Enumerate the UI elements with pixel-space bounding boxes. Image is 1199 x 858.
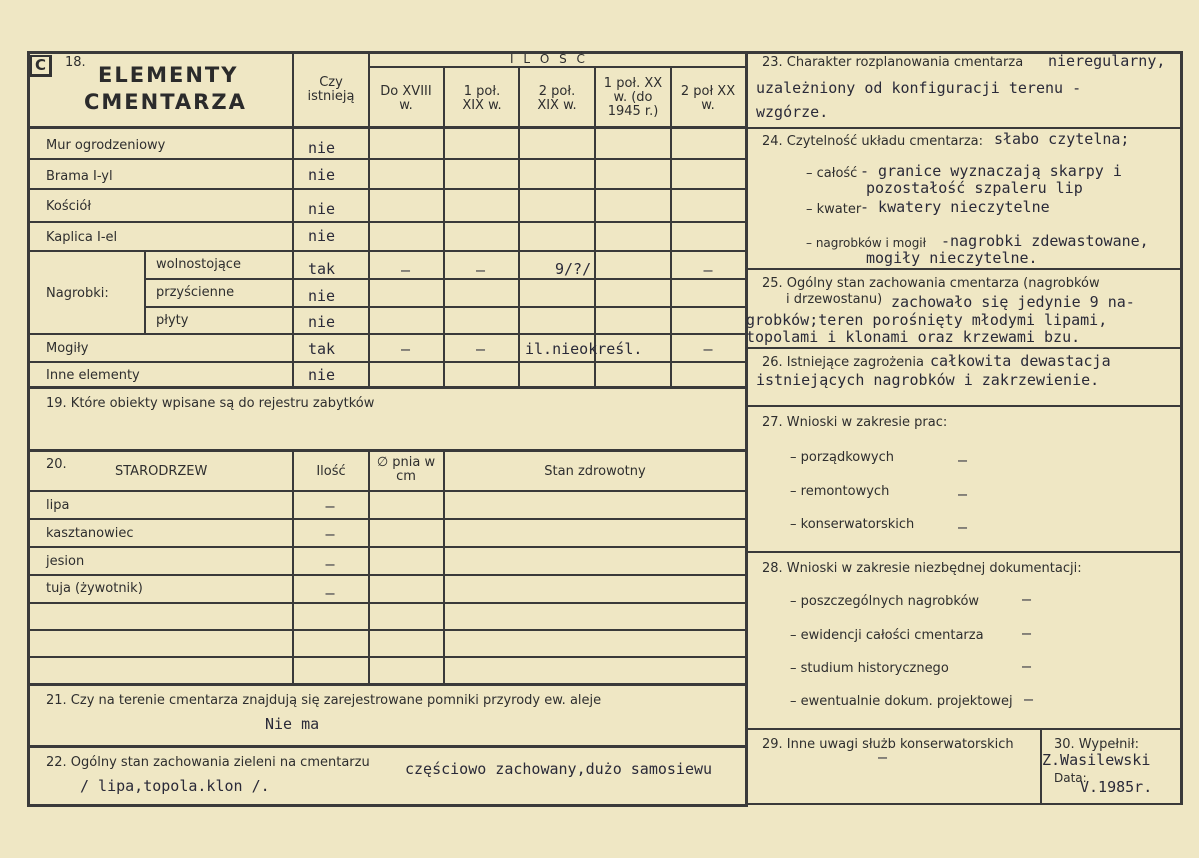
s18-period-value: – bbox=[400, 340, 411, 358]
s18-col-line bbox=[518, 66, 520, 387]
s18-row-line bbox=[28, 158, 746, 160]
s18-title-line2: CMENTARZA bbox=[84, 90, 247, 114]
q24-answer: słabo czytelna; bbox=[994, 130, 1130, 148]
s18-number: 18. bbox=[65, 55, 86, 70]
q22-answer-line2: / lipa,topola.klon /. bbox=[80, 777, 270, 795]
s20-row-line bbox=[28, 656, 746, 658]
s21-bottom bbox=[28, 745, 746, 748]
q20-title: STARODRZEW bbox=[115, 464, 208, 479]
s18-exists-value: nie bbox=[308, 166, 336, 184]
s18-exists-value: nie bbox=[308, 366, 336, 384]
s27-bottom bbox=[746, 551, 1181, 553]
q27-item-value: – bbox=[958, 451, 968, 469]
s18-period-value: – bbox=[475, 261, 486, 279]
s18-row-label: Brama I-yl bbox=[46, 169, 113, 184]
s20-bottom bbox=[28, 683, 746, 686]
s18-header-bottom bbox=[27, 126, 747, 129]
frame-middle bbox=[745, 51, 748, 807]
s26-bottom bbox=[746, 405, 1181, 407]
s18-period-value: – bbox=[400, 261, 411, 279]
q20-tree-ilosc: – bbox=[325, 584, 335, 602]
s18-row-line bbox=[28, 333, 746, 335]
q23-answer-line2: uzależniony od konfiguracji terenu - bbox=[756, 79, 1082, 97]
s18-exists-value: nie bbox=[308, 200, 336, 218]
s20-col-line bbox=[443, 450, 445, 685]
q20-tree-ilosc: – bbox=[325, 497, 335, 515]
q28-item-value: – bbox=[1024, 690, 1034, 708]
s18-exists-value: tak bbox=[308, 340, 336, 358]
q20-tree-name: lipa bbox=[46, 498, 70, 513]
section-c-letter: C bbox=[35, 56, 47, 74]
q26-answer-line2: istniejących nagrobków i zakrzewienie. bbox=[756, 371, 1100, 389]
s18-col-line bbox=[670, 66, 672, 387]
frame-bottom-left bbox=[27, 804, 747, 807]
q29-label: 29. Inne uwagi służb konserwatorskich bbox=[762, 737, 1014, 752]
q27-item-label: – porządkowych bbox=[790, 450, 894, 465]
q24-kwater-answer: - kwatery nieczytelne bbox=[860, 198, 1050, 216]
s23-bottom bbox=[746, 127, 1181, 129]
s18-period-value: – bbox=[475, 340, 486, 358]
q23-answer-line1: nieregularny, bbox=[1048, 52, 1166, 70]
s18-row-line bbox=[28, 221, 746, 223]
q20-tree-ilosc: – bbox=[325, 555, 335, 573]
s18-exists-value: tak bbox=[308, 260, 336, 278]
q30-label: 30. Wypełnił: bbox=[1054, 737, 1139, 752]
q29-answer: – bbox=[878, 748, 888, 766]
s18-row-label: przyścienne bbox=[156, 285, 235, 300]
s18-row-label: Kaplica I-el bbox=[46, 230, 118, 245]
q28-item-value: – bbox=[1022, 624, 1032, 642]
s18-col-header: Do XVIII w. bbox=[380, 84, 432, 113]
s18-period-value: – bbox=[703, 261, 713, 279]
s18-col-header: 1 poł. XX w. (do 1945 r.) bbox=[603, 76, 663, 119]
q24-calosc-label: – całość bbox=[806, 166, 858, 181]
q30-date-label: Data: bbox=[1054, 771, 1087, 785]
s18-period-value: 9/?/ bbox=[555, 260, 592, 278]
s20-col-line bbox=[368, 450, 370, 685]
s25-bottom bbox=[746, 347, 1181, 349]
frame-top bbox=[27, 51, 1182, 54]
q23-answer-line3: wzgórze. bbox=[756, 103, 829, 121]
q24-calosc-line2: pozostałość szpaleru lip bbox=[866, 179, 1083, 197]
q25-label-line1: 25. Ogólny stan zachowania cmentarza (nagrobków bbox=[762, 276, 1100, 291]
s18-col-header: 1 poł. XIX w. bbox=[462, 84, 502, 113]
q20-col-stan: Stan zdrowotny bbox=[544, 464, 646, 479]
q25-answer-line1: zachowało się jedynie 9 na- bbox=[891, 293, 1135, 311]
q27-item-label: – konserwatorskich bbox=[790, 517, 915, 532]
q26-label: 26. Istniejące zagrożenia bbox=[762, 355, 924, 370]
s18-row-label: Mogiły bbox=[46, 341, 89, 356]
s18-row-line bbox=[28, 250, 746, 252]
s18-col-header: 2 poł. XIX w. bbox=[537, 84, 577, 113]
s18-col-line bbox=[443, 66, 445, 387]
s20-header-bottom bbox=[28, 490, 746, 492]
q20-tree-name: kasztanowiec bbox=[46, 526, 134, 541]
q24-nagrobkow-label: – nagrobków i mogił bbox=[806, 236, 927, 250]
s19-bottom bbox=[28, 449, 746, 452]
s18-nagrobki-line bbox=[144, 251, 146, 333]
q20-tree-name: jesion bbox=[46, 554, 85, 569]
s18-row-label: Kościół bbox=[46, 199, 92, 214]
q25-answer-line2: grobków;teren porośnięty młodymi lipami, bbox=[746, 311, 1108, 329]
q20-tree-name: tuja (żywotnik) bbox=[46, 581, 143, 596]
q24-calosc-line1: - granice wyznaczają skarpy i bbox=[860, 162, 1122, 180]
q21-label: 21. Czy na terenie cmentarza znajdują się zarejestrowane pomniki przyrody ew. aleje bbox=[46, 693, 602, 708]
s18-exists-value: nie bbox=[308, 227, 336, 245]
s18-exists-value: nie bbox=[308, 313, 336, 331]
q19-label: 19. Które obiekty wpisane są do rejestru zabytków bbox=[46, 396, 375, 411]
q20-number: 20. bbox=[46, 457, 67, 472]
s18-col-line bbox=[368, 52, 370, 387]
q20-col-ilosc: Ilość bbox=[316, 464, 346, 479]
s24-bottom bbox=[746, 268, 1181, 270]
q21-answer: Nie ma bbox=[265, 715, 320, 733]
s18-row-label: Mur ogrodzeniowy bbox=[46, 138, 166, 153]
q24-kwater-label: – kwater bbox=[806, 202, 862, 217]
q28-item-value: – bbox=[1022, 590, 1032, 608]
s20-row-line bbox=[28, 546, 746, 548]
q28-item-label: – studium historycznego bbox=[790, 661, 949, 676]
s18-nagrobki-label: Nagrobki: bbox=[46, 286, 109, 301]
s18-table-bottom bbox=[28, 386, 746, 389]
s20-row-line bbox=[28, 629, 746, 631]
s18-row-line bbox=[145, 306, 746, 308]
q23-label: 23. Charakter rozplanowania cmentarza bbox=[762, 55, 1024, 70]
s18-title-line1: ELEMENTY bbox=[98, 63, 239, 87]
q25-answer-line3: topolami i klonami oraz krzewami bzu. bbox=[746, 328, 1081, 346]
q28-item-label: – ewidencji całości cmentarza bbox=[790, 628, 984, 643]
s20-row-line bbox=[28, 518, 746, 520]
s18-row-line bbox=[28, 188, 746, 190]
q28-label: 28. Wnioski w zakresie niezbędnej dokumentacji: bbox=[762, 561, 1082, 576]
s18-period-value: il.nieokreśl. bbox=[525, 340, 643, 358]
s28-bottom bbox=[746, 728, 1181, 730]
q28-item-label: – ewentualnie dokum. projektowej bbox=[790, 694, 1013, 709]
s18-row-label: Inne elementy bbox=[46, 368, 140, 383]
q26-answer-line1: całkowita dewastacja bbox=[930, 352, 1111, 370]
q27-label: 27. Wnioski w zakresie prac: bbox=[762, 415, 948, 430]
frame-right bbox=[1180, 51, 1183, 805]
q28-item-label: – poszczególnych nagrobków bbox=[790, 594, 980, 609]
q24-label: 24. Czytelność układu cmentarza: bbox=[762, 134, 984, 149]
s18-col-exists: Czy istnieją bbox=[307, 75, 355, 104]
s18-period-value: – bbox=[703, 340, 713, 358]
q27-item-value: – bbox=[958, 485, 968, 503]
q25-label-line2: i drzewostanu) bbox=[786, 292, 883, 307]
q28-item-value: – bbox=[1022, 657, 1032, 675]
q22-answer-line1: częściowo zachowany,dużo samosiewu bbox=[405, 760, 713, 778]
frame-left bbox=[27, 51, 30, 807]
s18-col-header: 2 poł XX w. bbox=[680, 84, 736, 113]
q20-tree-ilosc: – bbox=[325, 525, 335, 543]
q27-item-value: – bbox=[958, 518, 968, 536]
s18-row-label: wolnostojące bbox=[156, 257, 241, 272]
q30-date: V.1985r. bbox=[1080, 778, 1153, 796]
q24-nagrobkow-line1: -nagrobki zdewastowane, bbox=[941, 232, 1149, 250]
s20-row-line bbox=[28, 574, 746, 576]
q27-item-label: – remontowych bbox=[790, 484, 890, 499]
q20-col-fi: ∅ pnia w cm bbox=[376, 455, 436, 484]
s20-row-line bbox=[28, 602, 746, 604]
s18-exists-value: nie bbox=[308, 287, 336, 305]
q30-name: Z.Wasilewski bbox=[1042, 751, 1151, 769]
s18-exists-value: nie bbox=[308, 139, 336, 157]
q22-label: 22. Ogólny stan zachowania zieleni na cmentarzu bbox=[46, 755, 370, 770]
s18-row-label: płyty bbox=[156, 313, 189, 328]
q24-nagrobkow-line2: mogiły nieczytelne. bbox=[866, 249, 1038, 267]
frame-bottom-right bbox=[745, 803, 1183, 805]
s18-row-line bbox=[28, 361, 746, 363]
s18-ilosc-header: I L O Ś Ć bbox=[510, 52, 588, 66]
